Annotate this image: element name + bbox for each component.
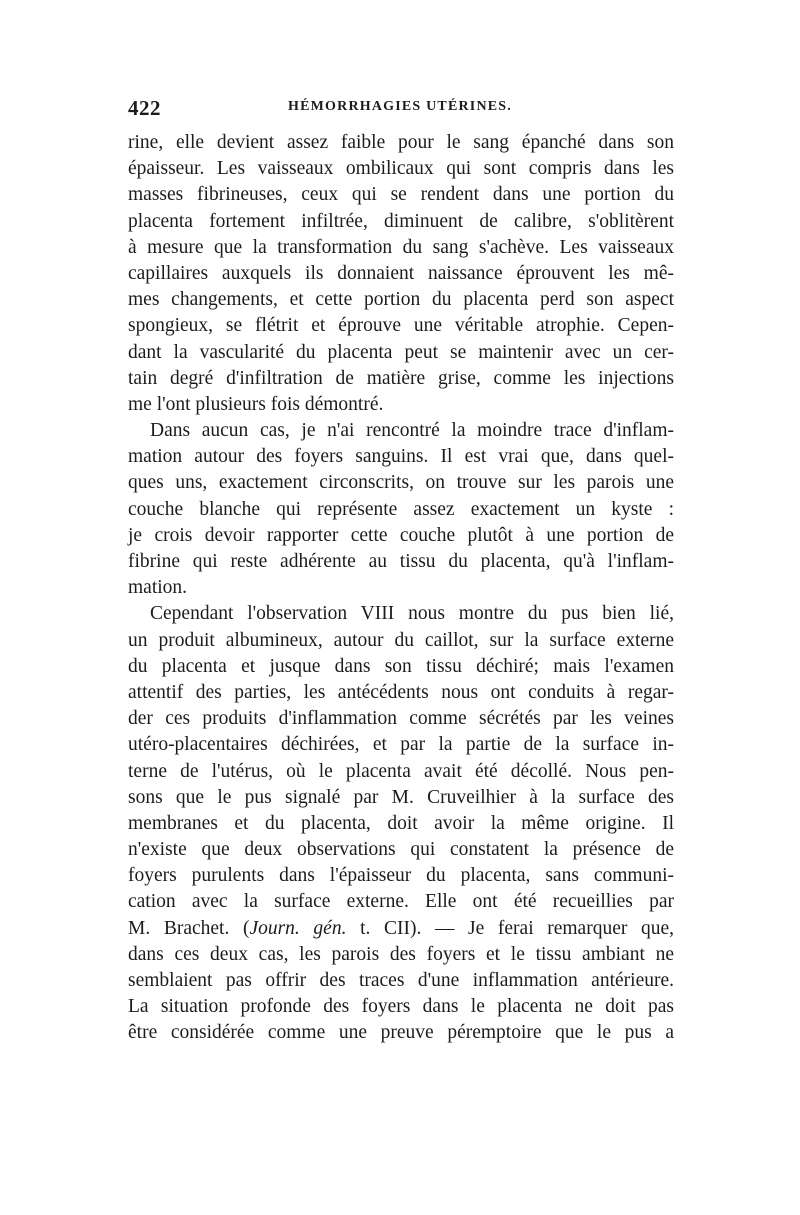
page-header: [128, 96, 674, 130]
text-line: un produit albumineux, autour du caillot, sur la surface externe: [128, 629, 674, 651]
text-line: mation autour des foyers sanguins. Il est vrai que, dans quel-: [128, 446, 674, 468]
citation-line: [128, 916, 674, 942]
text-line: épaisseur. Les vaisseaux ombilicaux qui sont compris dans les: [128, 158, 674, 180]
text-line: mation.: [128, 577, 188, 599]
text-line: spongieux, se flétrit et éprouve une véritable atrophie. Cepen-: [128, 315, 674, 337]
text-line: du placenta et jusque dans son tissu déchiré; mais l'examen: [128, 655, 674, 677]
text-line: je crois devoir rapporter cette couche plutôt à une portion de: [128, 524, 674, 546]
paragraph: [128, 130, 674, 418]
text-line: placenta fortement infiltrée, diminuent de calibre, s'oblitèrent: [128, 210, 674, 232]
text-line: semblaient pas offrir des traces d'une inflammation antérieure.: [128, 970, 674, 991]
running-title: HÉMORRHAGIES UTÉRINES.: [288, 99, 512, 114]
text-line: masses fibrineuses, ceux qui se rendent dans une portion du: [128, 184, 674, 206]
text-line: attentif des parties, les antécédents nous ont conduits à regar-: [128, 681, 674, 703]
text-line: der ces produits d'inflammation comme sécrétés par les veines: [128, 708, 674, 730]
text-line: utéro-placentaires déchirées, et par la partie de la surface in-: [128, 734, 674, 756]
text-line: dans ces deux cas, les parois des foyers et le tissu ambiant ne: [128, 943, 674, 965]
paragraph: [128, 418, 674, 601]
journal-title: Journ. gén.: [249, 917, 347, 939]
text-line: dant la vascularité du placenta peut se maintenir avec un cer-: [128, 341, 674, 363]
text-line: sons que le pus signalé par M. Cruveilhier à la surface des: [128, 786, 674, 808]
text-line: à mesure que la transformation du sang s'achève. Les vaisseaux: [128, 236, 674, 258]
text-line: mes changements, et cette portion du placenta perd son aspect: [128, 289, 674, 311]
book-page: [128, 96, 674, 1047]
text-line: foyers purulents dans l'épaisseur du placenta, sans communi-: [128, 865, 674, 887]
text-line: rine, elle devient assez faible pour le sang épanché dans son: [128, 132, 674, 153]
citation-before: M. Brachet. (: [128, 917, 250, 939]
text-line: La situation profonde des foyers dans le placenta ne doit pas: [128, 996, 674, 1018]
text-line: membranes et du placenta, doit avoir la même origine. Il: [128, 812, 674, 834]
text-line: n'existe que deux observations qui constatent la présence de: [128, 839, 674, 861]
text-line: Dans aucun cas, je n'ai rencontré la moindre trace d'inflam-: [150, 420, 674, 442]
text-line: être considérée comme une preuve péremptoire que le pus a: [128, 1022, 674, 1044]
text-line: fibrine qui reste adhérente au tissu du placenta, qu'à l'inflam-: [128, 551, 674, 572]
text-line: couche blanche qui représente assez exactement un kyste :: [128, 498, 674, 520]
text-line: ques uns, exactement circonscrits, on trouve sur les parois une: [128, 472, 674, 494]
text-line: me l'ont plusieurs fois démontré.: [128, 393, 384, 415]
text-line: terne de l'utérus, où le placenta avait été décollé. Nous pen-: [128, 760, 674, 782]
page-number: 422: [128, 96, 161, 120]
text-line: cation avec la surface externe. Elle ont été recueillies par: [128, 891, 674, 913]
text-line: capillaires auxquels ils donnaient naissance éprouvent les mê-: [128, 262, 674, 284]
text-line: Cependant l'observation VIII nous montre du pus bien lié,: [150, 603, 674, 625]
text-line: tain degré d'infiltration de matière grise, comme les injections: [128, 367, 674, 389]
citation-after: t. CII). — Je ferai remarquer que,: [346, 917, 674, 939]
paragraph: [128, 601, 674, 1046]
